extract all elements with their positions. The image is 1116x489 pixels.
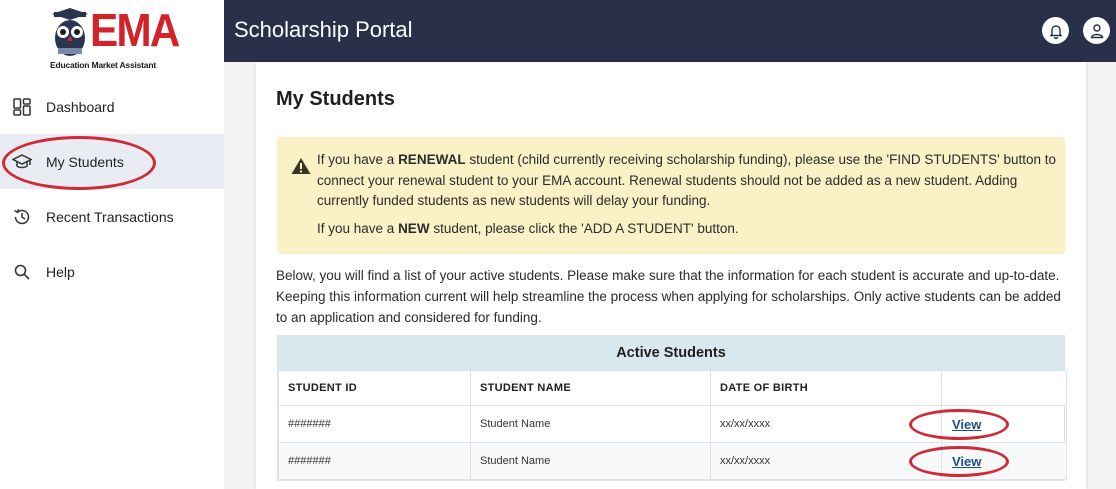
column-header-actions [942,371,1067,406]
ema-logo[interactable] [50,4,179,72]
sidebar-item-label: Help [46,263,75,280]
action-cell [942,406,1067,443]
view-student-link[interactable]: View [952,416,982,432]
alert-new-text: If you have a NEW student, please click the 'ADD A STUDENT' button. [317,221,739,236]
date-of-birth-cell: xx/xx/xxxx [711,443,942,480]
dashboard-grid-icon [12,97,32,117]
students-description: Below, you will find a list of your active students. Please make sure that the information for each student is accurate and up-to-date. Keeping this information current will help streamline the process when applying for scholarships. Only active students can be added to an application and considered for funding. [276,268,1061,325]
notifications-button[interactable] [1042,17,1069,44]
alert-new-keyword: NEW [398,221,430,236]
date-of-birth-cell: xx/xx/xxxx [711,406,942,443]
student-id-cell: ####### [279,443,471,480]
table-caption: Active Students [278,336,1064,370]
sidebar-item-recent-transactions[interactable] [0,189,224,244]
sidebar [0,0,224,489]
column-header-student-id: STUDENT ID [279,371,471,406]
view-student-link[interactable]: View [952,453,982,469]
table-header-row [279,371,1067,406]
student-name-cell: Student Name [471,406,711,443]
table-row [279,406,1067,443]
owl-logo-icon [52,8,88,58]
logo-text: EMA [90,4,179,56]
top-bar [224,0,1116,62]
sidebar-item-label: My Students [46,153,124,170]
page-title: My Students [276,88,395,110]
student-id-cell: ####### [279,406,471,443]
sidebar-item-my-students[interactable] [0,134,224,189]
graduation-cap-icon [12,152,32,172]
user-icon [1089,23,1105,39]
sidebar-item-dashboard[interactable] [0,79,224,134]
logo-subtitle: Education Market Assistant [50,60,156,70]
warning-triangle-icon [291,157,311,175]
sidebar-item-help[interactable] [0,244,224,299]
sidebar-item-label: Dashboard [46,98,115,115]
bell-icon [1048,23,1064,39]
action-cell [942,443,1067,480]
column-header-student-name: STUDENT NAME [471,371,711,406]
history-clock-icon [12,207,32,227]
renewal-warning-alert [277,137,1065,254]
column-header-date-of-birth: DATE OF BIRTH [711,371,942,406]
sidebar-nav [0,79,224,299]
main-content [256,62,1086,489]
alert-renewal-keyword: RENEWAL [398,152,466,167]
active-students-table [277,335,1065,481]
table-row [279,443,1067,480]
sidebar-item-label: Recent Transactions [46,208,174,225]
student-name-cell: Student Name [471,443,711,480]
alert-renewal-text: If you have a RENEWAL student (child currently receiving scholarship funding), please use the 'FIND STUDENTS' button to connect your renewal student to your EMA account. Renewal students should not be added as a new student. Adding currently funded students as new students will delay your funding. [317,152,1056,208]
search-icon [12,262,32,282]
user-profile-button[interactable] [1083,17,1110,44]
app-title: Scholarship Portal [234,17,413,42]
